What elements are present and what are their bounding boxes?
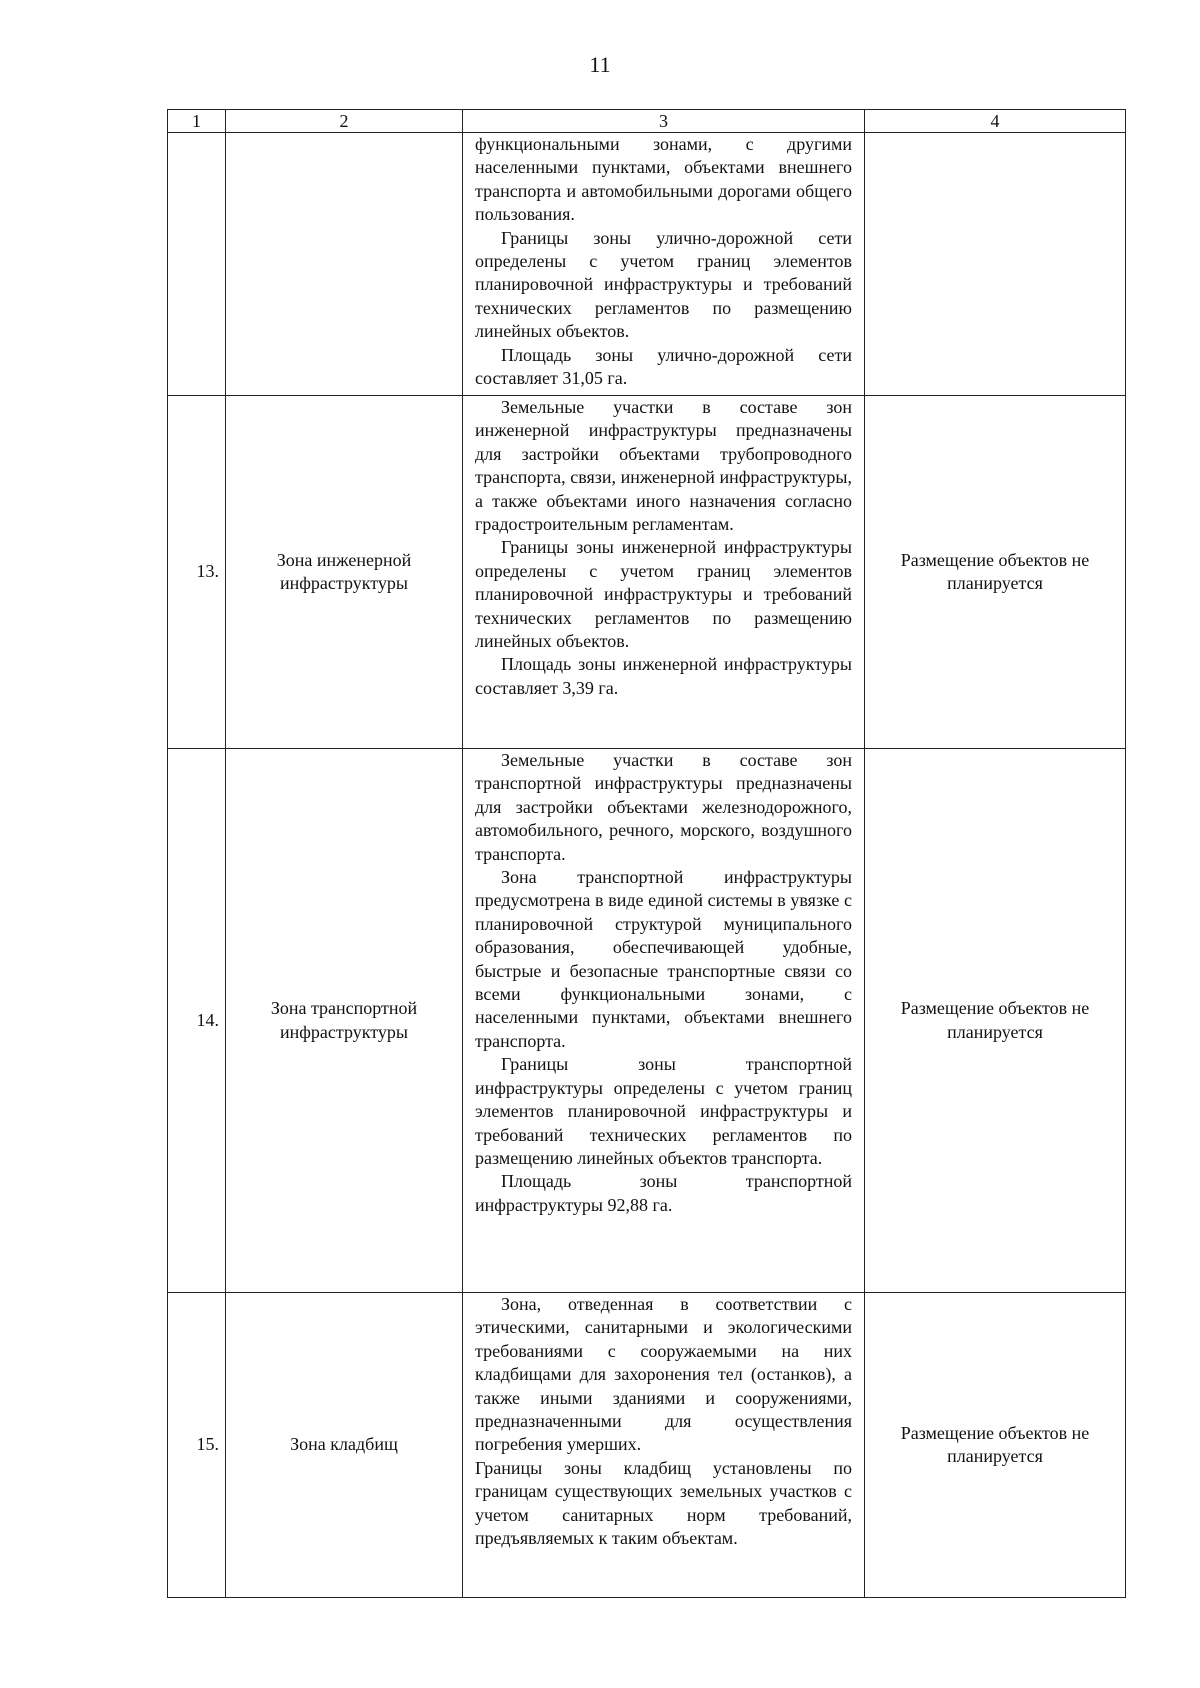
header-col-3: 3: [463, 110, 865, 133]
zone-plan: Размещение объектов не планируется: [865, 749, 1126, 1293]
header-col-1: 1: [168, 110, 226, 133]
description-paragraph: Границы зоны транспортной инфраструктуры определены с учетом границ элементов планировочной инфраструктуры и требований технических регламентов по размещению линейных объектов транспорта.: [475, 1054, 852, 1168]
zone-name: [226, 133, 463, 396]
description-paragraph: функциональными зонами, с другими населенными пунктами, объектами внешнего транспорта и автомобильными дорогами общего пользования.: [475, 134, 852, 225]
table-row: [168, 749, 1126, 1293]
zone-description: [463, 749, 865, 1293]
description-paragraph: Границы зоны улично-дорожной сети определены с учетом границ элементов планировочной инфраструктуры и требований технических регламентов по размещению линейных объектов.: [475, 227, 852, 342]
zone-description: [463, 1293, 865, 1598]
description-paragraph: Площадь зоны инженерной инфраструктуры составляет 3,39 га.: [475, 654, 852, 698]
row-number: [168, 133, 226, 396]
description-paragraph: Зона, отведенная в соответствии с этическими, санитарными и экологическими требованиями с сооружаемыми на них кладбищами для захоронения тел (останков), а также иными зданиями и сооружениями, предназначенными для осуществления погребения умерших.: [475, 1294, 852, 1455]
header-row: [168, 110, 1126, 133]
description-paragraph: Границы зоны кладбищ установлены по границам существующих земельных участков с учетом санитарных норм требований, предъявляемых к таким объектам.: [475, 1457, 852, 1549]
row-number: 14.: [168, 749, 226, 1293]
header-col-2: 2: [226, 110, 463, 133]
zone-name: Зона инженерной инфраструктуры: [226, 396, 463, 749]
description-paragraph: Площадь зоны транспортной инфраструктуры 92,88 га.: [475, 1171, 852, 1215]
description-paragraph: Границы зоны инженерной инфраструктуры определены с учетом границ элементов планировочной инфраструктуры и требований технических регламентов по размещению линейных объектов.: [475, 537, 852, 652]
zone-description: [463, 396, 865, 749]
description-paragraph: Зона транспортной инфраструктуры предусмотрена в виде единой системы в увязке с планировочной структурой муниципального образования, обеспечивающей удобные, быстрые и безопасные транспортные связи со всеми функциональными зонами, с населенными пунктами, объектами внешнего транспорта.: [475, 867, 852, 1051]
zone-name: Зона транспортной инфраструктуры: [226, 749, 463, 1293]
zone-plan: Размещение объектов не планируется: [865, 396, 1126, 749]
row-number: 15.: [168, 1293, 226, 1598]
header-col-4: 4: [865, 110, 1126, 133]
zone-plan: Размещение объектов не планируется: [865, 1293, 1126, 1598]
page-number: 11: [589, 52, 611, 77]
table-row: [168, 133, 1126, 396]
zone-plan: [865, 133, 1126, 396]
description-paragraph: Земельные участки в составе зон инженерной инфраструктуры предназначены для застройки объектами трубопроводного транспорта, связи, инженерной инфраструктуры, а также объектами иного назначения согласно градостроительным регламентам.: [475, 397, 852, 535]
table-row: [168, 396, 1126, 749]
description-paragraph: Земельные участки в составе зон транспортной инфраструктуры предназначены для застройки объектами железнодорожного, автомобильного, речного, морского, воздушного транспорта.: [475, 750, 852, 864]
zone-description: [463, 133, 865, 396]
row-number: 13.: [168, 396, 226, 749]
description-paragraph: Площадь зоны улично-дорожной сети составляет 31,05 га.: [475, 344, 852, 389]
table-row: [168, 1293, 1126, 1598]
zone-name: Зона кладбищ: [226, 1293, 463, 1598]
zones-table: [167, 109, 1126, 1598]
